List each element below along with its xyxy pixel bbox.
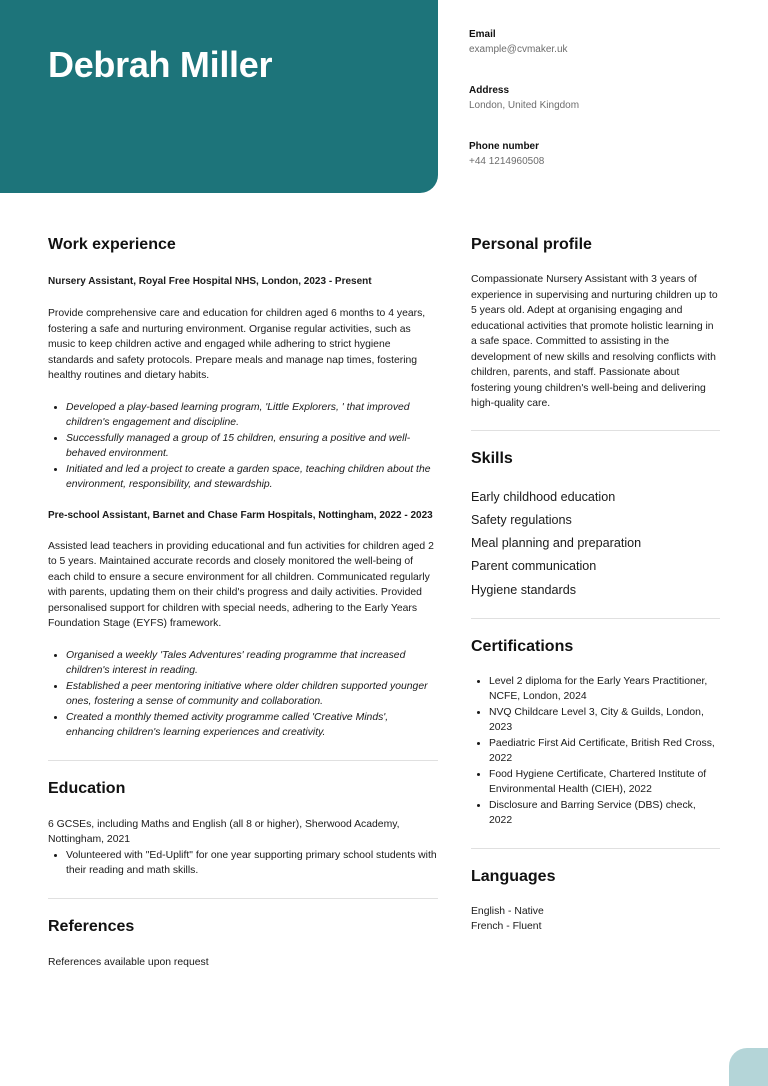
- job-heading: Pre-school Assistant, Barnet and Chase Farm Hospitals, Nottingham, 2022 - 2023: [48, 509, 433, 521]
- job-description: Assisted lead teachers in providing educational and fun activities for children aged 2 to 5 years. Maintained accurate records and closely monitored the well-being of each child to ensure a secure environment for all children. Communicated regularly with parents, updating them on their child's progress and daily activities. Provided personalised support for children with special needs, adhering to the Early Years Foundation Stage (EYFS) framework.: [48, 540, 434, 629]
- personal-profile-section: [471, 234, 720, 412]
- personal-profile-text: Compassionate Nursery Assistant with 3 years of experience in supervising and nurturing children up to 5 years old. Adept at organising engaging and educational activities that promote holistic learning in a safe space. Committed to assisting in the development of new skills and resolving conflicts with children, parents, and staff. Passionate about fostering young children's well-being and delivering high-quality care.: [471, 274, 718, 409]
- certifications-section: [471, 619, 720, 848]
- languages-title: Languages: [471, 867, 556, 885]
- references-title: References: [48, 917, 135, 935]
- list-item: • Paediatric First Aid Certificate, British Red Cross, 2022: [489, 736, 720, 767]
- list-item: • Initiated and led a project to create a garden space, teaching children about the environment, responsibility, and stewardship.: [66, 462, 438, 493]
- contact-email-label: Email: [469, 29, 496, 40]
- contact-address-label: Address: [469, 85, 510, 96]
- education-entry: 6 GCSEs, including Maths and English (all 8 or higher), Sherwood Academy, Nottingham, 2021: [48, 818, 400, 845]
- contact-email-value: example@cvmaker.uk: [469, 44, 568, 55]
- language-item: English - Native: [471, 905, 544, 917]
- language-item: French - Fluent: [471, 921, 542, 933]
- list-item: • Successfully managed a group of 15 children, ensuring a positive and well-behaved environment.: [66, 431, 438, 462]
- contact-address-value: London, United Kingdom: [469, 100, 580, 111]
- references-text: References available upon request: [48, 956, 209, 968]
- job-achievements: [48, 648, 438, 741]
- skill-item: Safety regulations: [471, 512, 572, 527]
- list-item: • Created a monthly themed activity programme called 'Creative Minds', enhancing children's learning experiences and creativity.: [66, 710, 438, 741]
- languages-section: [471, 849, 720, 935]
- skills-title: Skills: [471, 449, 513, 467]
- job-description: Provide comprehensive care and education for children aged 6 months to 4 years, fostering a safe and nurturing environment. Organise regular activities, such as music to keep children active and engaged while adhering to strict hygiene standards and safety protocols. Prepare meals and manage nap times, fostering healthy routines and dietary habits.: [48, 308, 426, 381]
- contact-email: [469, 28, 739, 57]
- right-column: [471, 234, 720, 935]
- contact-phone: [469, 140, 739, 169]
- job-achievements: [48, 400, 438, 493]
- education-notes: [48, 848, 438, 879]
- list-item: • Organised a weekly 'Tales Adventures' reading programme that increased children's interest in reading.: [66, 648, 438, 679]
- list-item: • Developed a play-based learning program, 'Little Explorers, ' that improved children's engagement and discipline.: [66, 400, 438, 431]
- skill-item: Parent communication: [471, 559, 597, 574]
- education-title: Education: [48, 779, 126, 797]
- education-section: [48, 761, 438, 879]
- corner-decoration: [729, 1048, 768, 1086]
- skill-item: Meal planning and preparation: [471, 536, 642, 551]
- certifications-list: [471, 674, 720, 829]
- skill-item: Early childhood education: [471, 489, 616, 504]
- contact-details: [469, 28, 739, 196]
- work-experience-title: Work experience: [48, 236, 176, 253]
- contact-phone-label: Phone number: [469, 141, 540, 152]
- references-section: [48, 899, 438, 971]
- contact-address: [469, 84, 739, 113]
- list-item: • Established a peer mentoring initiative where older children supported younger ones, fostering a sense of community and collaboration.: [66, 679, 438, 710]
- list-item: • Volunteered with "Ed-Uplift" for one year supporting primary school students with their reading and math skills.: [66, 848, 438, 879]
- job-heading: Nursery Assistant, Royal Free Hospital NHS, London, 2023 - Present: [48, 276, 372, 287]
- list-item: • Food Hygiene Certificate, Chartered Institute of Environmental Health (CIEH), 2022: [489, 767, 720, 798]
- list-item: • NVQ Childcare Level 3, City & Guilds, London, 2023: [489, 705, 720, 736]
- candidate-name: Debrah Miller: [48, 44, 273, 85]
- skill-item: Hygiene standards: [471, 582, 577, 597]
- personal-profile-title: Personal profile: [471, 236, 592, 253]
- list-item: • Level 2 diploma for the Early Years Practitioner, NCFE, London, 2024: [489, 674, 720, 705]
- certifications-title: Certifications: [471, 637, 574, 655]
- left-column: [48, 234, 438, 970]
- contact-phone-value: +44 1214960508: [469, 156, 545, 167]
- skills-section: [471, 431, 720, 618]
- header-banner: [0, 0, 438, 193]
- list-item: • Disclosure and Barring Service (DBS) check, 2022: [489, 798, 720, 829]
- work-experience-section: [48, 234, 438, 741]
